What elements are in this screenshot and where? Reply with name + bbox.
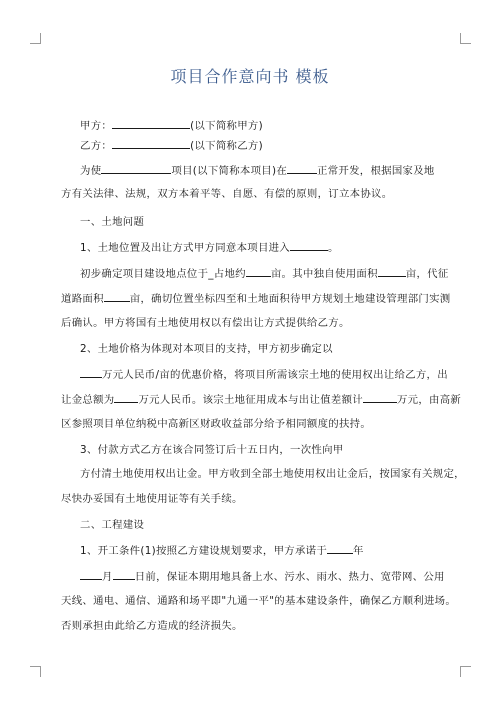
sec1-p3-text: 万元人民币。该宗土地征用成本与出让值差额计 xyxy=(138,394,363,406)
sec1-p3-text: 万元人民币/亩的优惠价格，将项目所需该宗土地的使用权出让给乙方，出 xyxy=(102,369,448,381)
sec1-p1-text: 1、土地位置及出让方式甲方同意本项目进入 xyxy=(80,242,291,254)
sec1-p1 xyxy=(80,240,339,255)
crop-mark-bottom-right xyxy=(460,666,471,677)
section-1-heading: 一、土地问题 xyxy=(80,216,145,228)
exclusive-area-blank xyxy=(378,266,406,277)
month-blank xyxy=(80,569,102,580)
party-b-suffix: (以下简称乙方) xyxy=(190,140,263,152)
price-per-mu-blank xyxy=(80,367,102,378)
sec1-p3-text: 万元，由高新 xyxy=(396,394,462,406)
day-blank xyxy=(113,569,135,580)
sec1-p2-text: 亩，代征 xyxy=(405,268,449,280)
document-title: 项目合作意向书 模板 xyxy=(170,67,330,86)
sec1-p3-text: 让金总额为 xyxy=(61,394,115,406)
intro-line-1 xyxy=(80,163,435,178)
sec1-p2-text: 初步确定项目建设地点位于_占地约 xyxy=(80,268,246,280)
sec1-p3-line-3 xyxy=(61,392,461,407)
party-a-suffix: (以下简称甲方) xyxy=(190,120,263,132)
sec1-p2-line-2 xyxy=(61,291,450,306)
sec1-p4-line-2: 方付清土地使用权出让金。甲方收到全部土地使用权出让金后，按国家有关规定， xyxy=(80,468,465,480)
sec1-p2-text: 道路面积 xyxy=(61,293,104,305)
sec2-p1 xyxy=(80,543,364,558)
sec2-p2-text: 月 xyxy=(102,571,113,583)
intro-text: 正常开发，根据国家及地 xyxy=(317,165,435,177)
party-b-line xyxy=(80,138,263,153)
party-a-blank xyxy=(112,118,190,129)
sec1-p2-line-1 xyxy=(80,266,449,281)
sec1-p1-blank xyxy=(290,240,328,251)
crop-mark-top-left xyxy=(30,33,41,44)
sec1-p3-line-2 xyxy=(80,367,448,382)
year-blank xyxy=(327,543,353,554)
sec1-p3-line-4: 区参照项目单位纳税中高新区财政收益部分给予相同额度的扶持。 xyxy=(61,418,372,430)
party-a-label: 甲方： xyxy=(80,120,113,132)
intro-text: 项目(以下简称本项目)在 xyxy=(171,165,288,177)
sec1-p4-line-1: 3、付款方式乙方在该合同签订后十五日内，一次性向甲 xyxy=(80,444,344,456)
crop-mark-bottom-left xyxy=(30,666,41,677)
sec2-p1-text: 1、开工条件(1)按照乙方建设规划要求，甲方承诺于 xyxy=(80,545,328,557)
total-fee-blank xyxy=(114,392,138,403)
sec1-p2-text: 亩。其中独自使用面积 xyxy=(270,268,378,280)
party-b-label: 乙方： xyxy=(80,140,113,152)
party-b-blank xyxy=(112,138,190,149)
sec1-p3-line-1: 2、土地价格为体现对本项目的支持，甲方初步确定以 xyxy=(80,343,333,355)
sec1-p1-text: 。 xyxy=(328,242,339,254)
party-a-line xyxy=(80,118,263,133)
intro-text: 为使 xyxy=(80,165,102,177)
land-area-blank xyxy=(246,266,271,277)
crop-mark-top-right xyxy=(460,33,471,44)
section-2-heading: 二、工程建设 xyxy=(80,519,145,531)
sec1-p4-line-3: 尽快办妥国有土地使用证等有关手续。 xyxy=(61,493,243,505)
sec2-p2-text: 日前，保证本期用地具备上水、污水、雨水、热力、宽带网、公用 xyxy=(134,571,445,583)
sec2-p2-line-1 xyxy=(80,569,445,584)
sec1-p2-line-3: 后确认。甲方将国有土地使用权以有偿出让方式提供给乙方。 xyxy=(61,317,350,329)
sec2-p2-line-2: 天线、通电、通信、通路和场平即"九通一平"的基本建设条件，确保乙方顺利进场。 xyxy=(61,595,457,607)
sec2-p1-text: 年 xyxy=(353,545,364,557)
price-difference-blank xyxy=(363,392,397,403)
road-area-blank xyxy=(104,291,130,302)
intro-line-2: 方有关法律、法规，双方本着平等、自愿、有偿的原则，订立本协议。 xyxy=(61,188,393,200)
sec2-p2-line-3: 否则承担由此给乙方造成的经济损失。 xyxy=(61,620,243,632)
project-name-blank xyxy=(101,163,171,174)
sec1-p2-text: 亩，确切位置坐标四至和土地面积待甲方规划土地建设管理部门实测 xyxy=(129,293,451,305)
location-blank xyxy=(287,163,317,174)
